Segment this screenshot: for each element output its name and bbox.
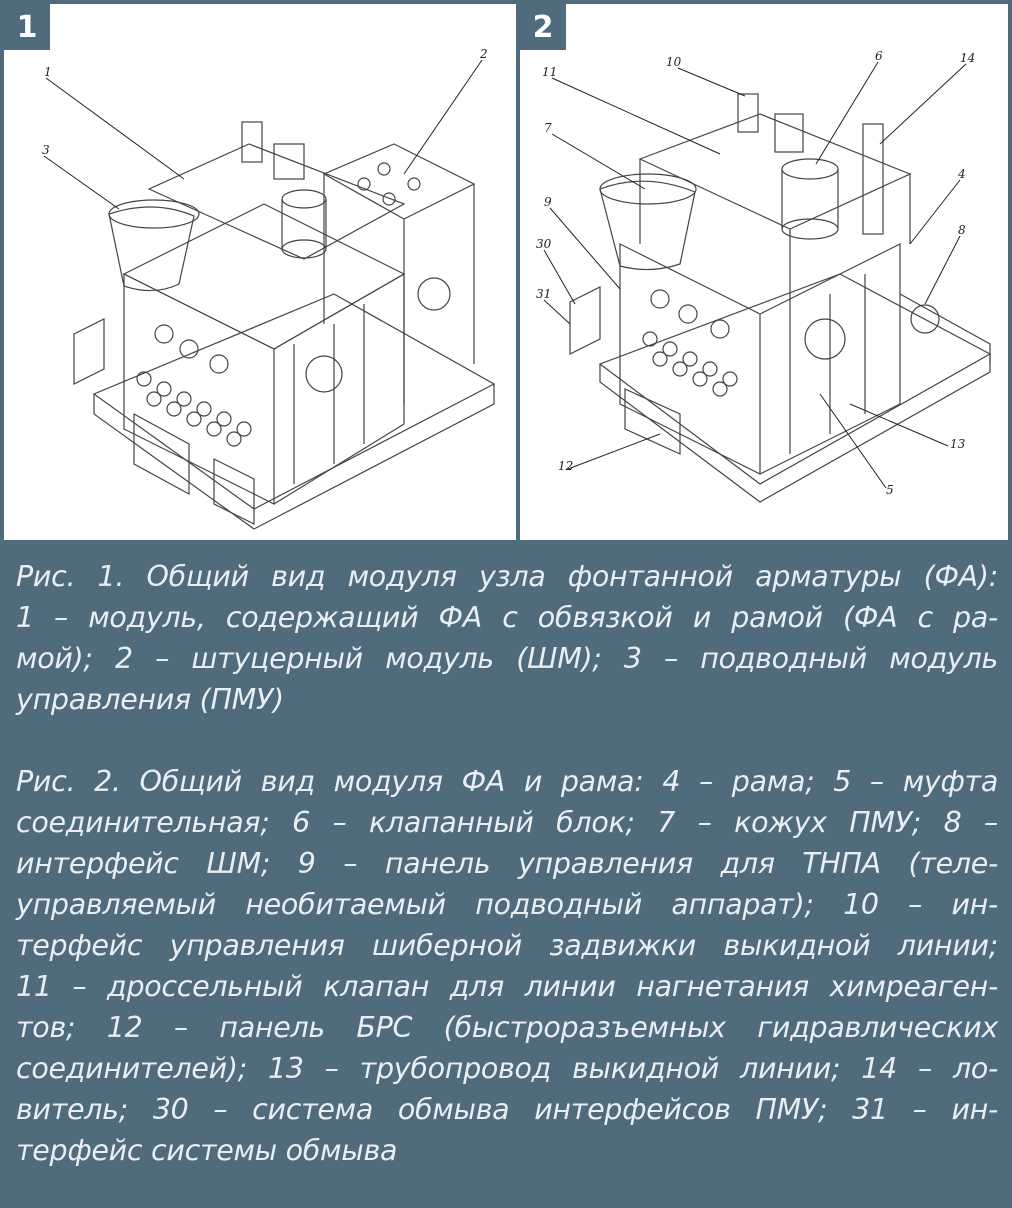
caption-line: тов; 12 – панель БРС (быстроразъемных гидравлических [16,1011,998,1044]
figure-2-callout: 5 [886,483,894,497]
caption-line: соединительная; 6 – клапанный блок; 7 – кожух ПМУ; 8 – [16,806,998,839]
caption-line: интерфейс ШМ; 9 – панель управления для ТНПА (теле- [16,847,998,880]
figure-2-callout: 7 [544,121,552,135]
caption-line: соединителей); 13 – трубопровод выкидной линии; 14 – ло- [16,1052,998,1085]
caption-line: витель; 30 – система обмыва интерфейсов ПМУ; 31 – ин- [16,1093,998,1126]
caption-line: управления (ПМУ) [16,683,284,716]
figure-2-callout: 12 [558,459,574,473]
figure-1-callout: 1 [44,65,52,79]
figure-2-callout: 8 [958,223,966,237]
caption-line: терфейс управления шиберной задвижки выкидной линии; [16,929,998,962]
caption-line: Рис. 1. Общий вид модуля узла фонтанной арматуры (ФА): [16,560,998,593]
caption-line: управляемый необитаемый подводный аппарат); 10 – ин- [16,888,998,921]
figure-2-callout: 13 [950,437,966,451]
figure-1-drawing [4,4,516,540]
figure-2-callout: 31 [536,287,552,301]
figure-2-callout: 9 [544,195,552,209]
figure-2-drawing [520,4,1008,540]
paragraph-gap [16,720,998,761]
figure-2-callout: 6 [875,49,883,63]
figure-2-callout: 4 [958,167,966,181]
figure-2-callout: 14 [960,51,976,65]
caption-line: мой); 2 – штуцерный модуль (ШМ); 3 – подводный модуль [16,642,998,675]
caption-line: терфейс системы обмыва [16,1134,398,1167]
figure-2-panel [520,4,1008,540]
figure-1-callout: 3 [42,143,50,157]
figure-2-callout: 30 [536,237,552,251]
caption-line: Рис. 2. Общий вид модуля ФА и рама: 4 – рама; 5 – муфта [16,765,998,798]
figure-1-callout: 2 [480,47,488,61]
figure-2-callout: 10 [666,55,682,69]
figure-2-badge: 2 [520,4,566,50]
caption-line: 11 – дроссельный клапан для линии нагнетания химреаген- [16,970,998,1003]
figure-1-panel [4,4,516,540]
caption-line: 1 – модуль, содержащий ФА с обвязкой и рамой (ФА с ра- [16,601,998,634]
figure-1-badge: 1 [4,4,50,50]
figure-caption [16,556,998,1171]
figure-2-callout: 11 [542,65,558,79]
